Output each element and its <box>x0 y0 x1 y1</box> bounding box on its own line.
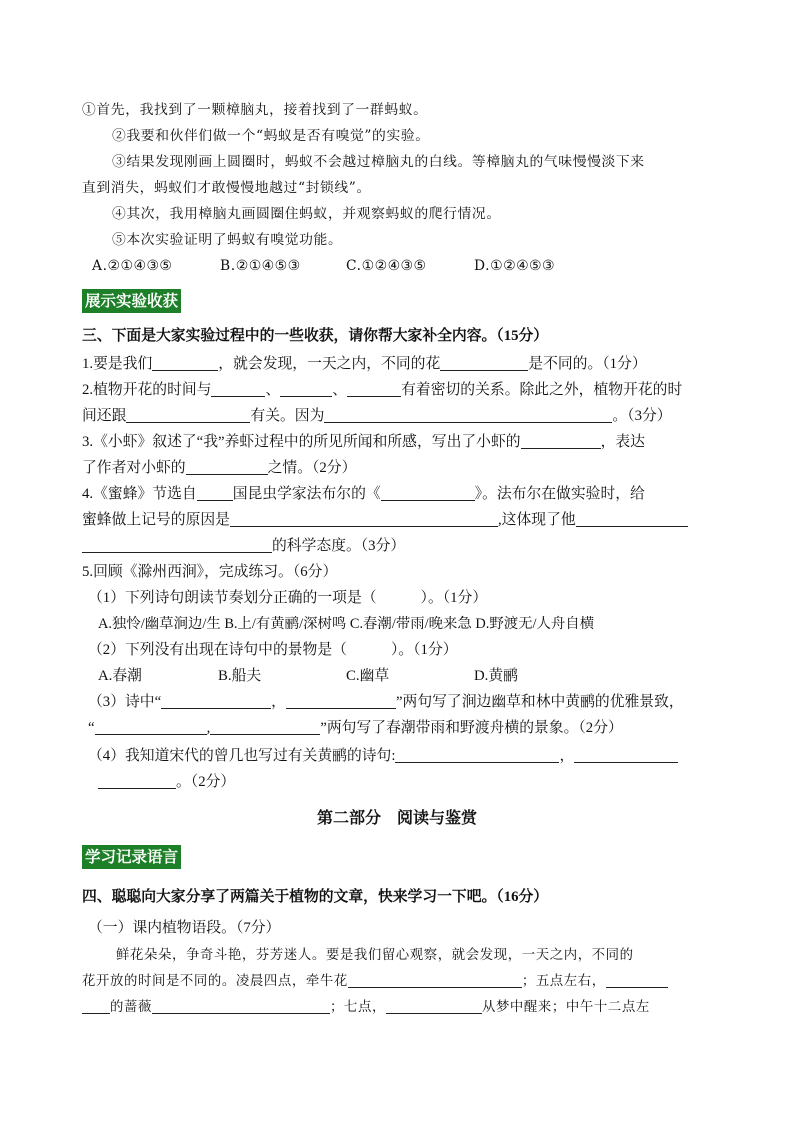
passage-line-2: 花开放的时间是不同的。凌晨四点，牵牛花 ；五点左右， <box>82 972 668 992</box>
option-b[interactable]: B.船夫 <box>218 668 262 684</box>
blank[interactable] <box>576 511 688 527</box>
blank[interactable] <box>197 485 233 501</box>
passage-line-1: 鲜花朵朵，争奇斗艳，芬芳迷人。要是我们留心观察，就会发现，一天之内，不同的 <box>116 948 634 963</box>
step-4: ④其次，我用樟脑丸画圆圈住蚂蚁，并观察蚂蚁的爬行情况。 <box>112 206 501 222</box>
blank[interactable] <box>280 381 332 397</box>
blank[interactable] <box>186 459 268 475</box>
step-5: ⑤本次实验证明了蚂蚁有嗅觉功能。 <box>112 232 343 248</box>
blank[interactable] <box>381 485 475 501</box>
step-3: ③结果发现刚画上圆圈时，蚂蚁不会越过樟脑丸的白线。等樟脑丸的气味慢慢淡下来 <box>112 154 645 170</box>
option-c[interactable]: C.①②④③⑤ <box>346 258 427 274</box>
step-1: ①首先，我找到了一颗樟脑丸，接着找到了一群蚂蚁。 <box>82 102 428 118</box>
blank[interactable] <box>126 407 250 423</box>
q3-sub-2-options <box>98 666 518 686</box>
q3-item-1: 1.要是我们 ，就会发现，一天之内，不同的花 是不同的。（1分） <box>82 356 647 372</box>
q3-item-4-cont: 蜜蜂做上记号的原因是 ,这体现了他 <box>82 510 688 530</box>
blank[interactable] <box>347 381 401 397</box>
blank[interactable] <box>211 381 265 397</box>
blank[interactable] <box>324 407 612 423</box>
q3-item-4-cont2: 的科学态度。（3分） <box>82 536 405 556</box>
blank[interactable] <box>606 972 668 988</box>
option-d[interactable]: D.①②④⑤③ <box>474 258 555 274</box>
q3-sub-2: （2）下列没有出现在诗句中的景物是（ ）。（1分） <box>88 642 458 658</box>
blank[interactable] <box>230 511 498 527</box>
blank[interactable] <box>152 998 330 1014</box>
q3-item-2: 2.植物开花的时间与 、 、 有着密切的关系。除此之外，植物开花的时 <box>82 382 683 398</box>
blank[interactable] <box>152 355 218 371</box>
q3-sub-3-cont: “ , ”两句写了春潮带雨和野渡舟横的景象。（2分） <box>88 720 623 736</box>
q4-sub-1: （一）课内植物语段。（7分） <box>88 920 281 936</box>
answer-options <box>92 256 555 276</box>
step-2: ②我要和伙伴们做一个“蚂蚁是否有嗅觉”的实验。 <box>112 128 430 144</box>
passage-line-3: 的蔷薇 ；七点， 从梦中醒来；中午十二点左 <box>82 998 650 1018</box>
q3-item-4: 4.《蜜蜂》节选自 国昆虫学家法布尔的《 》。法布尔在做实验时，给 <box>82 486 645 502</box>
part-two-heading: 第二部分 阅读与鉴赏 <box>316 808 477 827</box>
q3-item-3-cont: 了作者对小虾的 之情。（2分） <box>82 460 357 476</box>
blank[interactable] <box>574 747 678 763</box>
q3-sub-4: （4）我知道宋代的曾几也写过有关黄鹂的诗句: ， <box>88 746 678 766</box>
step-3-cont: 直到消失，蚂蚁们才敢慢慢地越过“封锁线”。 <box>82 180 371 196</box>
q3-item-3: 3.《小虾》叙述了“我”养虾过程中的所见所闻和所感，写出了小虾的 ，表达 <box>82 434 645 450</box>
option-a[interactable]: A.②①④③⑤ <box>92 258 173 274</box>
blank[interactable] <box>286 693 396 709</box>
q3-item-5: 5.回顾《滁州西涧》，完成练习。（6分） <box>82 564 338 580</box>
blank[interactable] <box>95 719 207 735</box>
option-a[interactable]: A.春潮 <box>98 668 142 684</box>
q3-sub-1-options: A.独怜/幽草涧边/生 B.上/有黄鹂/深树鸣 C.春潮/带雨/晚来急 D.野渡无/人舟自横 <box>98 616 595 632</box>
q3-sub-3: （3）诗中“ ， ”两句写了涧边幽草和林中黄鹂的优雅景致， <box>88 694 684 710</box>
q3-sub-4-cont: 。（2分） <box>98 772 235 792</box>
section-tag-record: 学习记录语言 <box>82 845 181 869</box>
blank[interactable] <box>82 537 272 553</box>
blank[interactable] <box>98 773 176 789</box>
q3-sub-1: （1）下列诗句朗读节奏划分正确的一项是（ ）。（1分） <box>88 590 488 606</box>
option-d[interactable]: D.黄鹂 <box>474 668 518 684</box>
blank[interactable] <box>521 433 601 449</box>
blank[interactable] <box>348 972 522 988</box>
q3-item-2-cont: 间还跟 有关。因为 。（3分） <box>82 408 672 424</box>
blank[interactable] <box>440 355 528 371</box>
q4-title: 四、聪聪向大家分享了两篇关于植物的文章，快来学习一下吧。（16分） <box>82 889 549 905</box>
section-tag-results: 展示实验收获 <box>82 289 181 313</box>
blank[interactable] <box>161 693 271 709</box>
blank[interactable] <box>210 719 320 735</box>
option-b[interactable]: B.②①④⑤③ <box>220 258 301 274</box>
option-c[interactable]: C.幽草 <box>346 668 390 684</box>
q3-title: 三、下面是大家实验过程中的一些收获，请你帮大家补全内容。（15分） <box>82 328 549 344</box>
blank[interactable] <box>395 747 559 763</box>
blank[interactable] <box>386 998 482 1014</box>
blank[interactable] <box>82 998 110 1014</box>
